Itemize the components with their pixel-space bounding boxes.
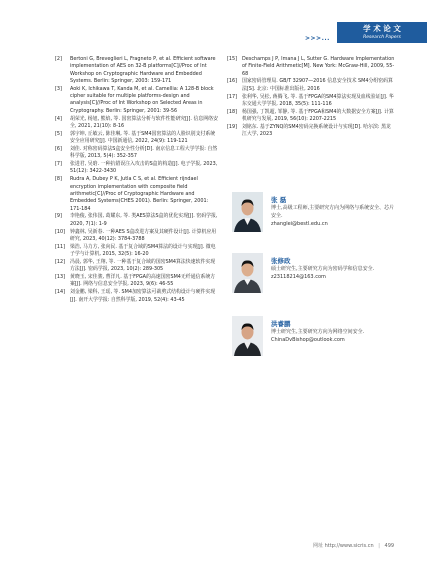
author-photo [232, 253, 263, 293]
author-name: 洪睿鹏 [271, 320, 291, 328]
reference-number: [15] [227, 56, 238, 62]
reference-text: 钟鑫林, 吴新春. 一种AES S盒改进方案及其硬件设计[J]. 计算机应用研究, 2023, 40(12): 3784-3788 [70, 228, 217, 242]
reference-text: 郭宇坤, 丘敏云, 陈佳琳, 等. 基于SM4国密算法的人脸识别支付系统安全应用研究[J]. 中国新通信, 2022, 24(9): 119-121 [70, 130, 216, 145]
author-photo [232, 192, 263, 232]
reference-item [55, 116, 218, 131]
reference-item [227, 94, 395, 109]
reference-item [55, 56, 218, 85]
section-header [0, 22, 427, 42]
section-title-en: Research Papers [363, 35, 401, 40]
reference-number: [8] [55, 176, 62, 183]
reference-text: 刘金鹏, 梁科, 王瑶, 等. SM4加密算法可裁剪式结构设计与硬件实现[J]. 南开大学学报: 自然科学版, 2019, 52(4): 43-45 [70, 289, 216, 303]
reference-text: 张利华, 吴松, 蒋腾飞, 等. 基于FPGA的SM4算法实现及血线验证[J]. 华东交通大学学报, 2018, 35(5): 111-116 [242, 93, 394, 107]
reference-item [55, 176, 218, 212]
reference-number: [19] [227, 124, 238, 131]
reference-item [55, 86, 218, 115]
reference-text: 冯晨, 郭华, 王翔, 等. 一种基于复合域的国密SM4算法快速软件实现方法[J]. 密码学报, 2023, 10(2): 289-305 [70, 258, 216, 273]
author-bio [271, 205, 399, 228]
author-name: 张 磊 [271, 196, 287, 204]
reference-text: 李艳俊, 张伟国, 葛耀东, 等. 类AES算法S盒的优化实现[J]. 密码学报, 2020, 7(1): 1-9 [70, 213, 218, 227]
reference-text: 胡荣光, 杨旭, 熊焰, 等. 国密算法分析与软件性能研究[J]. 信息网络安全, 2021, 21(10): 8-16 [70, 115, 218, 129]
author-bio-text: 硕士研究生,主要研究方向为密码学和信息安全. [271, 266, 375, 272]
reference-item [55, 289, 218, 304]
reference-number: [4] [55, 115, 62, 122]
author-bio-text: 博士,高级工程师,主要研究方向为网络与系统安全、芯片安全. [271, 205, 395, 219]
page-footer: 网址 http://www.sicris.cn | 499 [313, 543, 395, 549]
author-card [232, 253, 402, 299]
reference-number: [13] [55, 274, 66, 281]
reference-item [55, 131, 218, 146]
reference-item [227, 56, 395, 78]
reference-number: [11] [55, 243, 66, 250]
reference-number: [12] [55, 258, 66, 265]
references-left-column [55, 56, 218, 305]
reference-item [55, 229, 218, 244]
reference-item [227, 109, 395, 124]
reference-text: 杨国强, 丁凯超, 邹静, 等. 基于FPGA和SM4的大数据安全方案[J]. 计算机研究与发展, 2019, 56(10): 2207-2215 [242, 108, 394, 123]
author-bio [271, 329, 399, 345]
author-email: z23118214@163.com [271, 273, 326, 280]
reference-number: [10] [55, 228, 66, 235]
author-name: 张修政 [271, 257, 291, 265]
reference-text: Deschamps J P, Imana J L, Sutter G. Hardware Implementation of Finite-Field Arithmetic[M]. New York: McGraw-Hill, 2009, 55-68 [242, 56, 395, 77]
reference-text: 黄晓玉, 宋佳骏, 曹洋凡. 基于FPGA的高速国密SM4无纤通信系统方案[J]. 网络与信息安全学报, 2023, 9(6): 46-55 [70, 274, 216, 288]
reference-text: 刘铭东. 基于ZYNQ的SM4密码完换系统设计与实现[D]. 哈尔滨: 黑龙江大学, 2023 [242, 124, 391, 138]
reference-item [227, 78, 395, 93]
author-email: zhanglei@bestl.edu.cn [271, 220, 328, 227]
reference-number: [9] [55, 213, 62, 220]
author-bio [271, 266, 399, 282]
author-card [232, 316, 402, 362]
section-title-cn: 学 术 论 文 [363, 24, 401, 33]
reference-number: [7] [55, 161, 62, 168]
reference-item [55, 161, 218, 176]
author-photo [232, 316, 263, 356]
reference-text: 国家密码管理局. GB/T 32907—2016 信息安全技术 SM4分组密码算法[S]. 北京: 中国标准出版社, 2016 [242, 78, 393, 92]
reference-number: [14] [55, 289, 66, 296]
reference-item [227, 124, 395, 139]
reference-number: [3] [55, 85, 62, 92]
reference-text: 梁浩, 马力方, 张向民. 基于复合域的SM4算法的设计与实现[J]. 微电子学与计算机, 2015, 32(5): 16-20 [70, 243, 216, 258]
reference-item [55, 146, 218, 161]
reference-number: [6] [55, 145, 62, 152]
reference-text: 刘佳. 对称密码算法S盒安全性分析[D]. 南京信息工程大学学报: 自然科学版, 2013, 5(4): 352-357 [70, 145, 218, 160]
header-arrows: >>>... [305, 35, 330, 42]
reference-number: [5] [55, 130, 62, 137]
author-card [232, 192, 402, 238]
reference-item [55, 274, 218, 289]
reference-text: Aoki K, Ichikawa T, Kanda M, et al. Camellia: A 128-B block cipher suitable for multiple platforms-design and analysis[C]//Proc of Int Workshop on Selected Areas in Cryptography. Berlin: Springer, 2001: 39-56 [70, 85, 214, 114]
references-right-column [227, 56, 395, 139]
reference-text: Rudra A, Dubey P K, Jutla C S, et al. Efficient rijndael encryption implementation with composite field arithmetic[C]//Proc of Cryptographic Hardware and Embedded Systems(CHES 2001). Berlin: Springer, 2001: 171-184 [70, 176, 209, 212]
author-email: ChinaDvBishop@outlook.com [271, 336, 345, 343]
page-number: 499 [384, 543, 395, 549]
reference-number: [17] [227, 93, 238, 100]
reference-text: Bertoni G, Breveglieri L, Fragneto P, et al. Efficient software implementation of AES on 32-B platforms[C]//Proc of Int Workshop on Cryptographic Hardware and Embedded Systems. Berlin: Springer, 2003: 159-171 [70, 56, 216, 84]
reference-item [55, 213, 218, 228]
reference-number: [16] [227, 78, 238, 85]
reference-item [55, 259, 218, 274]
footer-url[interactable]: http://www.sicris.cn [324, 543, 374, 549]
reference-number: [18] [227, 108, 238, 115]
reference-number: [2] [55, 56, 62, 62]
reference-item [55, 244, 218, 259]
section-badge [337, 22, 427, 43]
reference-text: 张进君, 吴晗. 一种抗错误注入攻击的S盒的构造[J]. 电子学报, 2023, 51(12): 3422-3430 [70, 161, 218, 175]
footer-label: 网址 [313, 543, 324, 549]
author-bio-text: 博士研究生,主要研究方向为网络空间安全. [271, 329, 365, 335]
